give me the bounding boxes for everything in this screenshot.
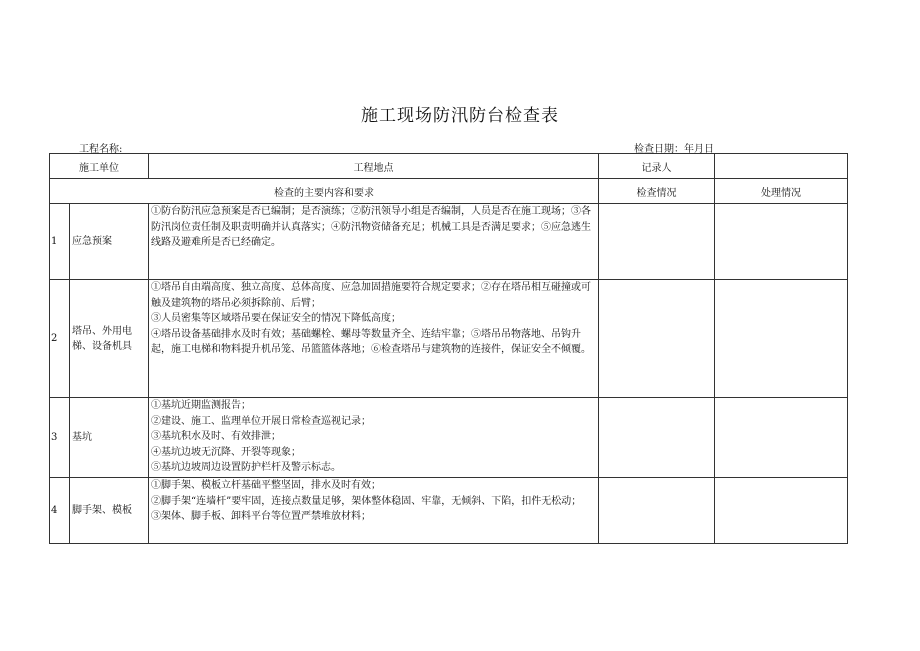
row-category: 脚手架、模板 [70, 478, 149, 544]
content-line: ③架体、脚手板、卸料平台等位置严禁堆放材料； [151, 511, 371, 522]
content-line: ②建设、施工、监理单位开展日常检查巡视记录； [151, 415, 371, 427]
row-number: 2 [50, 280, 70, 398]
handling-status-cell [715, 280, 848, 398]
row-number: 1 [50, 204, 70, 280]
content-line: ④基坑边坡无沉降、开裂等现象； [151, 446, 301, 458]
check-status-cell [599, 204, 715, 280]
content-line: ③人员密集等区域塔吊要在保证安全的情况下降低高度； [151, 313, 401, 324]
check-date-label: 检查日期：年月日 [634, 144, 714, 155]
row-content [149, 280, 599, 398]
row-number: 4 [50, 478, 70, 544]
table-row [50, 478, 848, 544]
inspection-table [49, 153, 848, 544]
row-content [149, 204, 599, 280]
project-location-label: 工程地点 [149, 154, 599, 179]
row-category: 应急预案 [70, 204, 149, 280]
recorder-value [715, 154, 848, 179]
check-status-cell [599, 280, 715, 398]
check-status-label: 检查情况 [599, 179, 715, 204]
content-line: ①防台防汛应急预案是否已编制；是否演练；②防汛领导小组是否编制，人员是否在施工现场；③各防汛岗位责任制及职责明确并认真落实；④防汛物资储备充足；机械工具是否满足要求；⑤应急逃生线路及避难所是否已经确定。 [151, 206, 591, 248]
content-line: ②脚手架“连墙杆”要牢固，连接点数量足够，架体整体稳固、牢靠，无倾斜、下陷，扣件无松动； [151, 495, 582, 507]
row-content [149, 398, 599, 478]
row-category: 塔吊、外用电梯、设备机具 [70, 280, 149, 398]
handling-status-cell [715, 398, 848, 478]
content-line: ⑤基坑边坡周边设置防护栏杆及警示标志。 [151, 462, 341, 473]
header-row-2 [50, 179, 848, 204]
construction-unit-label: 施工单位 [50, 154, 149, 179]
table-row [50, 398, 848, 478]
main-content-label: 检查的主要内容和要求 [50, 179, 599, 204]
content-line: ①脚手架、模板立杆基础平整坚固，排水及时有效； [151, 480, 381, 491]
content-line: ①塔吊自由端高度、独立高度、总体高度、应急加固措施要符合规定要求；②存在塔吊相互碰撞或可触及建筑物的塔吊必须拆除前、后臂； [151, 282, 591, 309]
row-category: 基坑 [70, 398, 149, 478]
page-title: 施工现场防汛防台检查表 [361, 106, 559, 126]
handling-status-cell [715, 204, 848, 280]
table-row [50, 204, 848, 280]
header-row-1 [50, 154, 848, 179]
handling-status-label: 处理情况 [715, 179, 848, 204]
handling-status-cell [715, 478, 848, 544]
row-number: 3 [50, 398, 70, 478]
content-line: ③基坑积水及时、有效排泄； [151, 431, 281, 442]
check-status-cell [599, 478, 715, 544]
recorder-label: 记录人 [599, 154, 715, 179]
row-content [149, 478, 599, 544]
table-row [50, 280, 848, 398]
content-line: ④塔吊设备基础排水及时有效；基础螺栓、螺母等数量齐全、连结牢靠；⑤塔吊吊物落地、吊钩升起，施工电梯和物料提升机吊笼、吊篮篮体落地；⑥检查塔吊与建筑物的连接件，保证安全不倾覆。 [151, 328, 591, 355]
check-status-cell [599, 398, 715, 478]
content-line: ①基坑近期监测报告； [151, 400, 251, 411]
project-name-label: 工程名称: [79, 144, 123, 155]
